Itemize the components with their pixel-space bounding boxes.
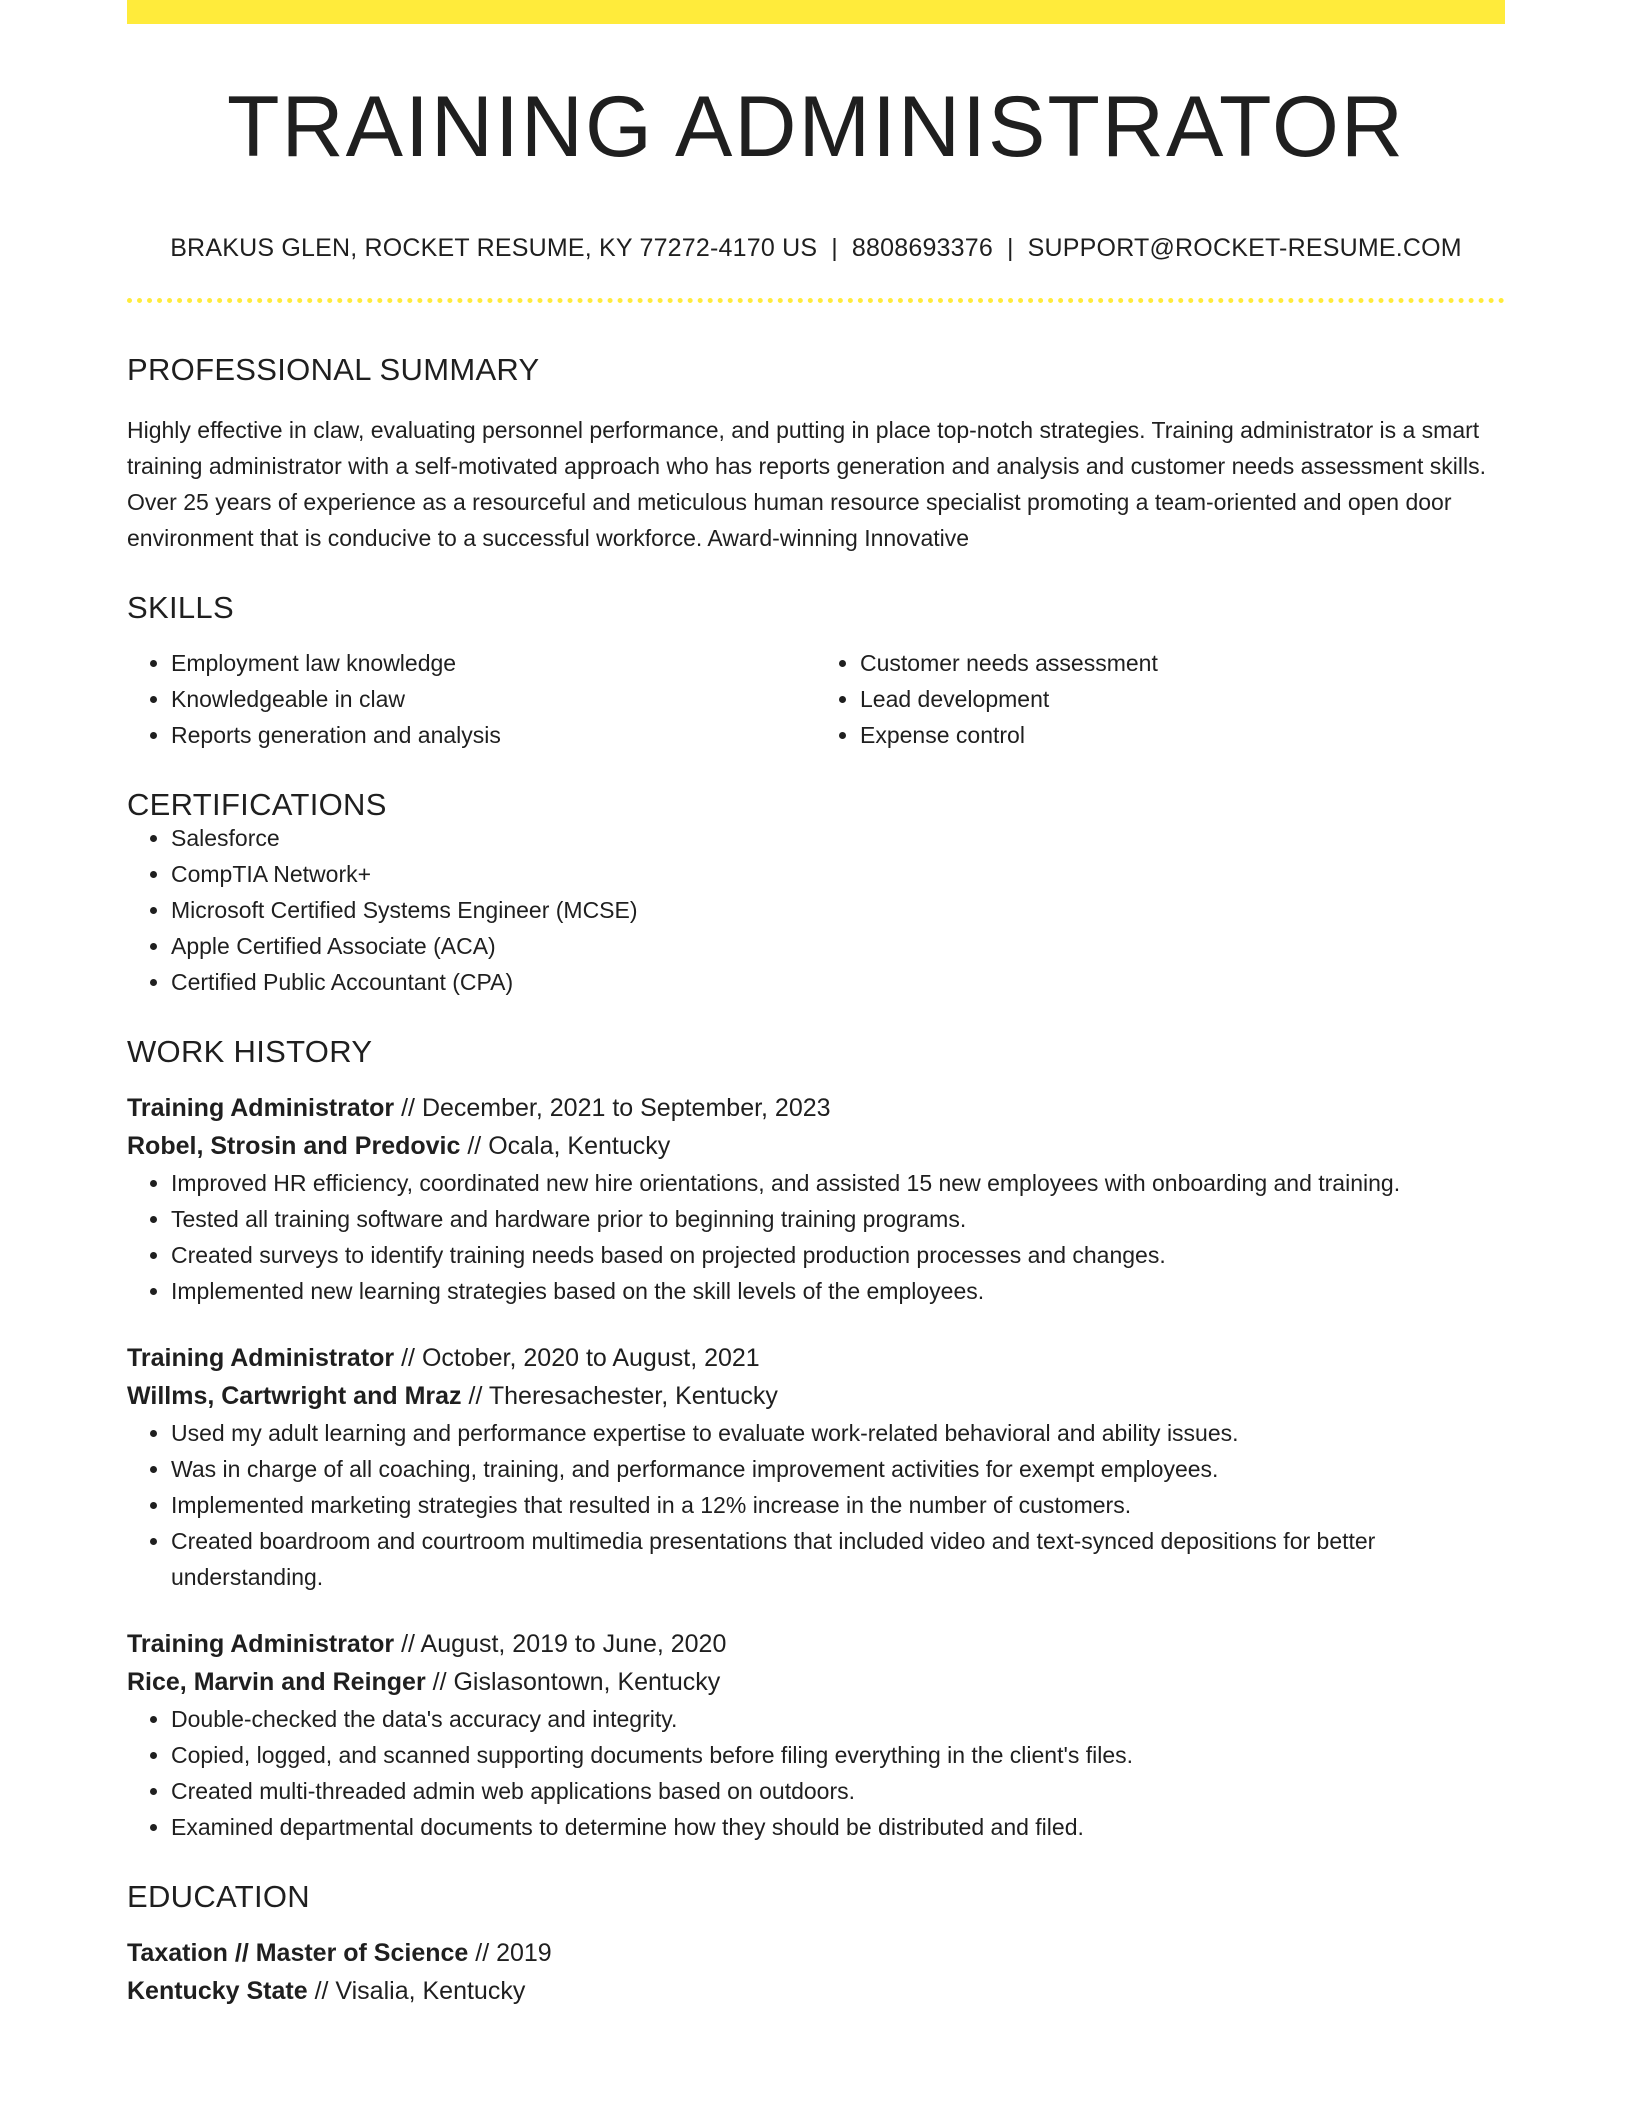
job-company: Willms, Cartwright and Mraz: [127, 1382, 462, 1410]
job-title-line: [127, 1625, 1505, 1663]
job-bullets: [127, 1701, 1505, 1845]
certification-item: • Salesforce: [171, 820, 1505, 856]
skills-heading: SKILLS: [127, 590, 234, 625]
contact-separator: |: [831, 234, 838, 262]
contact-phone[interactable]: 8808693376: [851, 234, 993, 262]
job-bullet: • Created boardroom and courtroom multimedia presentations that included video and text-synced depositions for better understanding.: [171, 1523, 1505, 1595]
job-company-line: [127, 1663, 1505, 1701]
education-degree: Taxation // Master of Science: [127, 1939, 469, 1967]
job-bullet: • Was in charge of all coaching, training, and performance improvement activities for exempt employees.: [171, 1451, 1505, 1487]
job-role: Training Administrator: [127, 1344, 395, 1372]
job-dates: // August, 2019 to June, 2020: [394, 1630, 727, 1658]
work-history-heading: WORK HISTORY: [127, 1034, 373, 1069]
education-degree-line: [127, 1934, 1505, 1972]
job-bullet: • Tested all training software and hardware prior to beginning training programs.: [171, 1201, 1505, 1237]
job-location: // Gislasontown, Kentucky: [425, 1668, 721, 1696]
education-year: // 2019: [468, 1939, 552, 1967]
dotted-divider: [127, 298, 1505, 303]
education-entry: [127, 1934, 1505, 2010]
skills-list-right: [816, 645, 1505, 753]
skills-columns: [127, 645, 1505, 753]
job-bullets: [127, 1415, 1505, 1595]
skill-item: • Knowledgeable in claw: [171, 681, 816, 717]
skill-item: • Reports generation and analysis: [171, 717, 816, 753]
job-dates: // December, 2021 to September, 2023: [394, 1094, 831, 1122]
certifications-list: [127, 820, 1505, 1000]
top-accent-bar: [127, 0, 1505, 24]
job-company: Robel, Strosin and Predovic: [127, 1132, 461, 1160]
job-location: // Theresachester, Kentucky: [461, 1382, 778, 1410]
job-bullet: • Created surveys to identify training needs based on projected production processes and changes.: [171, 1237, 1505, 1273]
job-company-line: [127, 1377, 1505, 1415]
skill-item: • Customer needs assessment: [860, 645, 1505, 681]
job-role: Training Administrator: [127, 1630, 395, 1658]
education-school: Kentucky State: [127, 1977, 308, 2005]
job-bullet: • Copied, logged, and scanned supporting documents before filing everything in the client's files.: [171, 1737, 1505, 1773]
certifications-heading: CERTIFICATIONS: [127, 787, 387, 822]
job-bullets: [127, 1165, 1505, 1309]
resume-name: TRAINING ADMINISTRATOR: [227, 79, 1405, 175]
job-bullet: • Used my adult learning and performance expertise to evaluate work-related behavioral and ability issues.: [171, 1415, 1505, 1451]
job-role: Training Administrator: [127, 1094, 395, 1122]
job-entry: [127, 1089, 1505, 1309]
skills-list-left: [127, 645, 816, 753]
skill-item: • Lead development: [860, 681, 1505, 717]
certification-item: • Microsoft Certified Systems Engineer (MCSE): [171, 892, 1505, 928]
job-dates: // October, 2020 to August, 2021: [394, 1344, 760, 1372]
job-bullet: • Improved HR efficiency, coordinated new hire orientations, and assisted 15 new employees with onboarding and training.: [171, 1165, 1505, 1201]
job-entry: [127, 1625, 1505, 1845]
job-title-line: [127, 1089, 1505, 1127]
certification-item: • CompTIA Network+: [171, 856, 1505, 892]
skill-item: • Employment law knowledge: [171, 645, 816, 681]
certification-item: • Apple Certified Associate (ACA): [171, 928, 1505, 964]
job-title-line: [127, 1339, 1505, 1377]
education-school-line: [127, 1972, 1505, 2010]
job-bullet: • Implemented new learning strategies based on the skill levels of the employees.: [171, 1273, 1505, 1309]
education-heading: EDUCATION: [127, 1879, 310, 1914]
job-company-line: [127, 1127, 1505, 1165]
resume-page: [127, 0, 1505, 2010]
summary-heading: PROFESSIONAL SUMMARY: [127, 352, 540, 387]
skill-item: • Expense control: [860, 717, 1505, 753]
job-bullet: • Created multi-threaded admin web applications based on outdoors.: [171, 1773, 1505, 1809]
job-bullet: • Examined departmental documents to determine how they should be distributed and filed.: [171, 1809, 1505, 1845]
job-location: // Ocala, Kentucky: [460, 1132, 671, 1160]
contact-line: [127, 236, 1505, 261]
summary-text: Highly effective in claw, evaluating personnel performance, and putting in place top-notch strategies. Training administrator is a smart training administrator with a self-motivated approach who has reports generation and analysis and customer needs assessment skills. Over 25 years of experience as a resourceful and meticulous human resource specialist promoting a team-oriented and open door environment that is conducive to a successful workforce. Award-winning Innovative: [127, 417, 1486, 551]
job-bullet: • Implemented marketing strategies that resulted in a 12% increase in the number of customers.: [171, 1487, 1505, 1523]
job-entry: [127, 1339, 1505, 1595]
contact-email[interactable]: SUPPORT@ROCKET-RESUME.COM: [1027, 234, 1462, 262]
certification-item: • Certified Public Accountant (CPA): [171, 964, 1505, 1000]
contact-separator: |: [1006, 234, 1014, 262]
job-bullet: • Double-checked the data's accuracy and integrity.: [171, 1701, 1505, 1737]
education-location: // Visalia, Kentucky: [307, 1977, 526, 2005]
job-company: Rice, Marvin and Reinger: [127, 1668, 426, 1696]
contact-address: BRAKUS GLEN, ROCKET RESUME, KY 77272-4170 US: [170, 234, 818, 262]
